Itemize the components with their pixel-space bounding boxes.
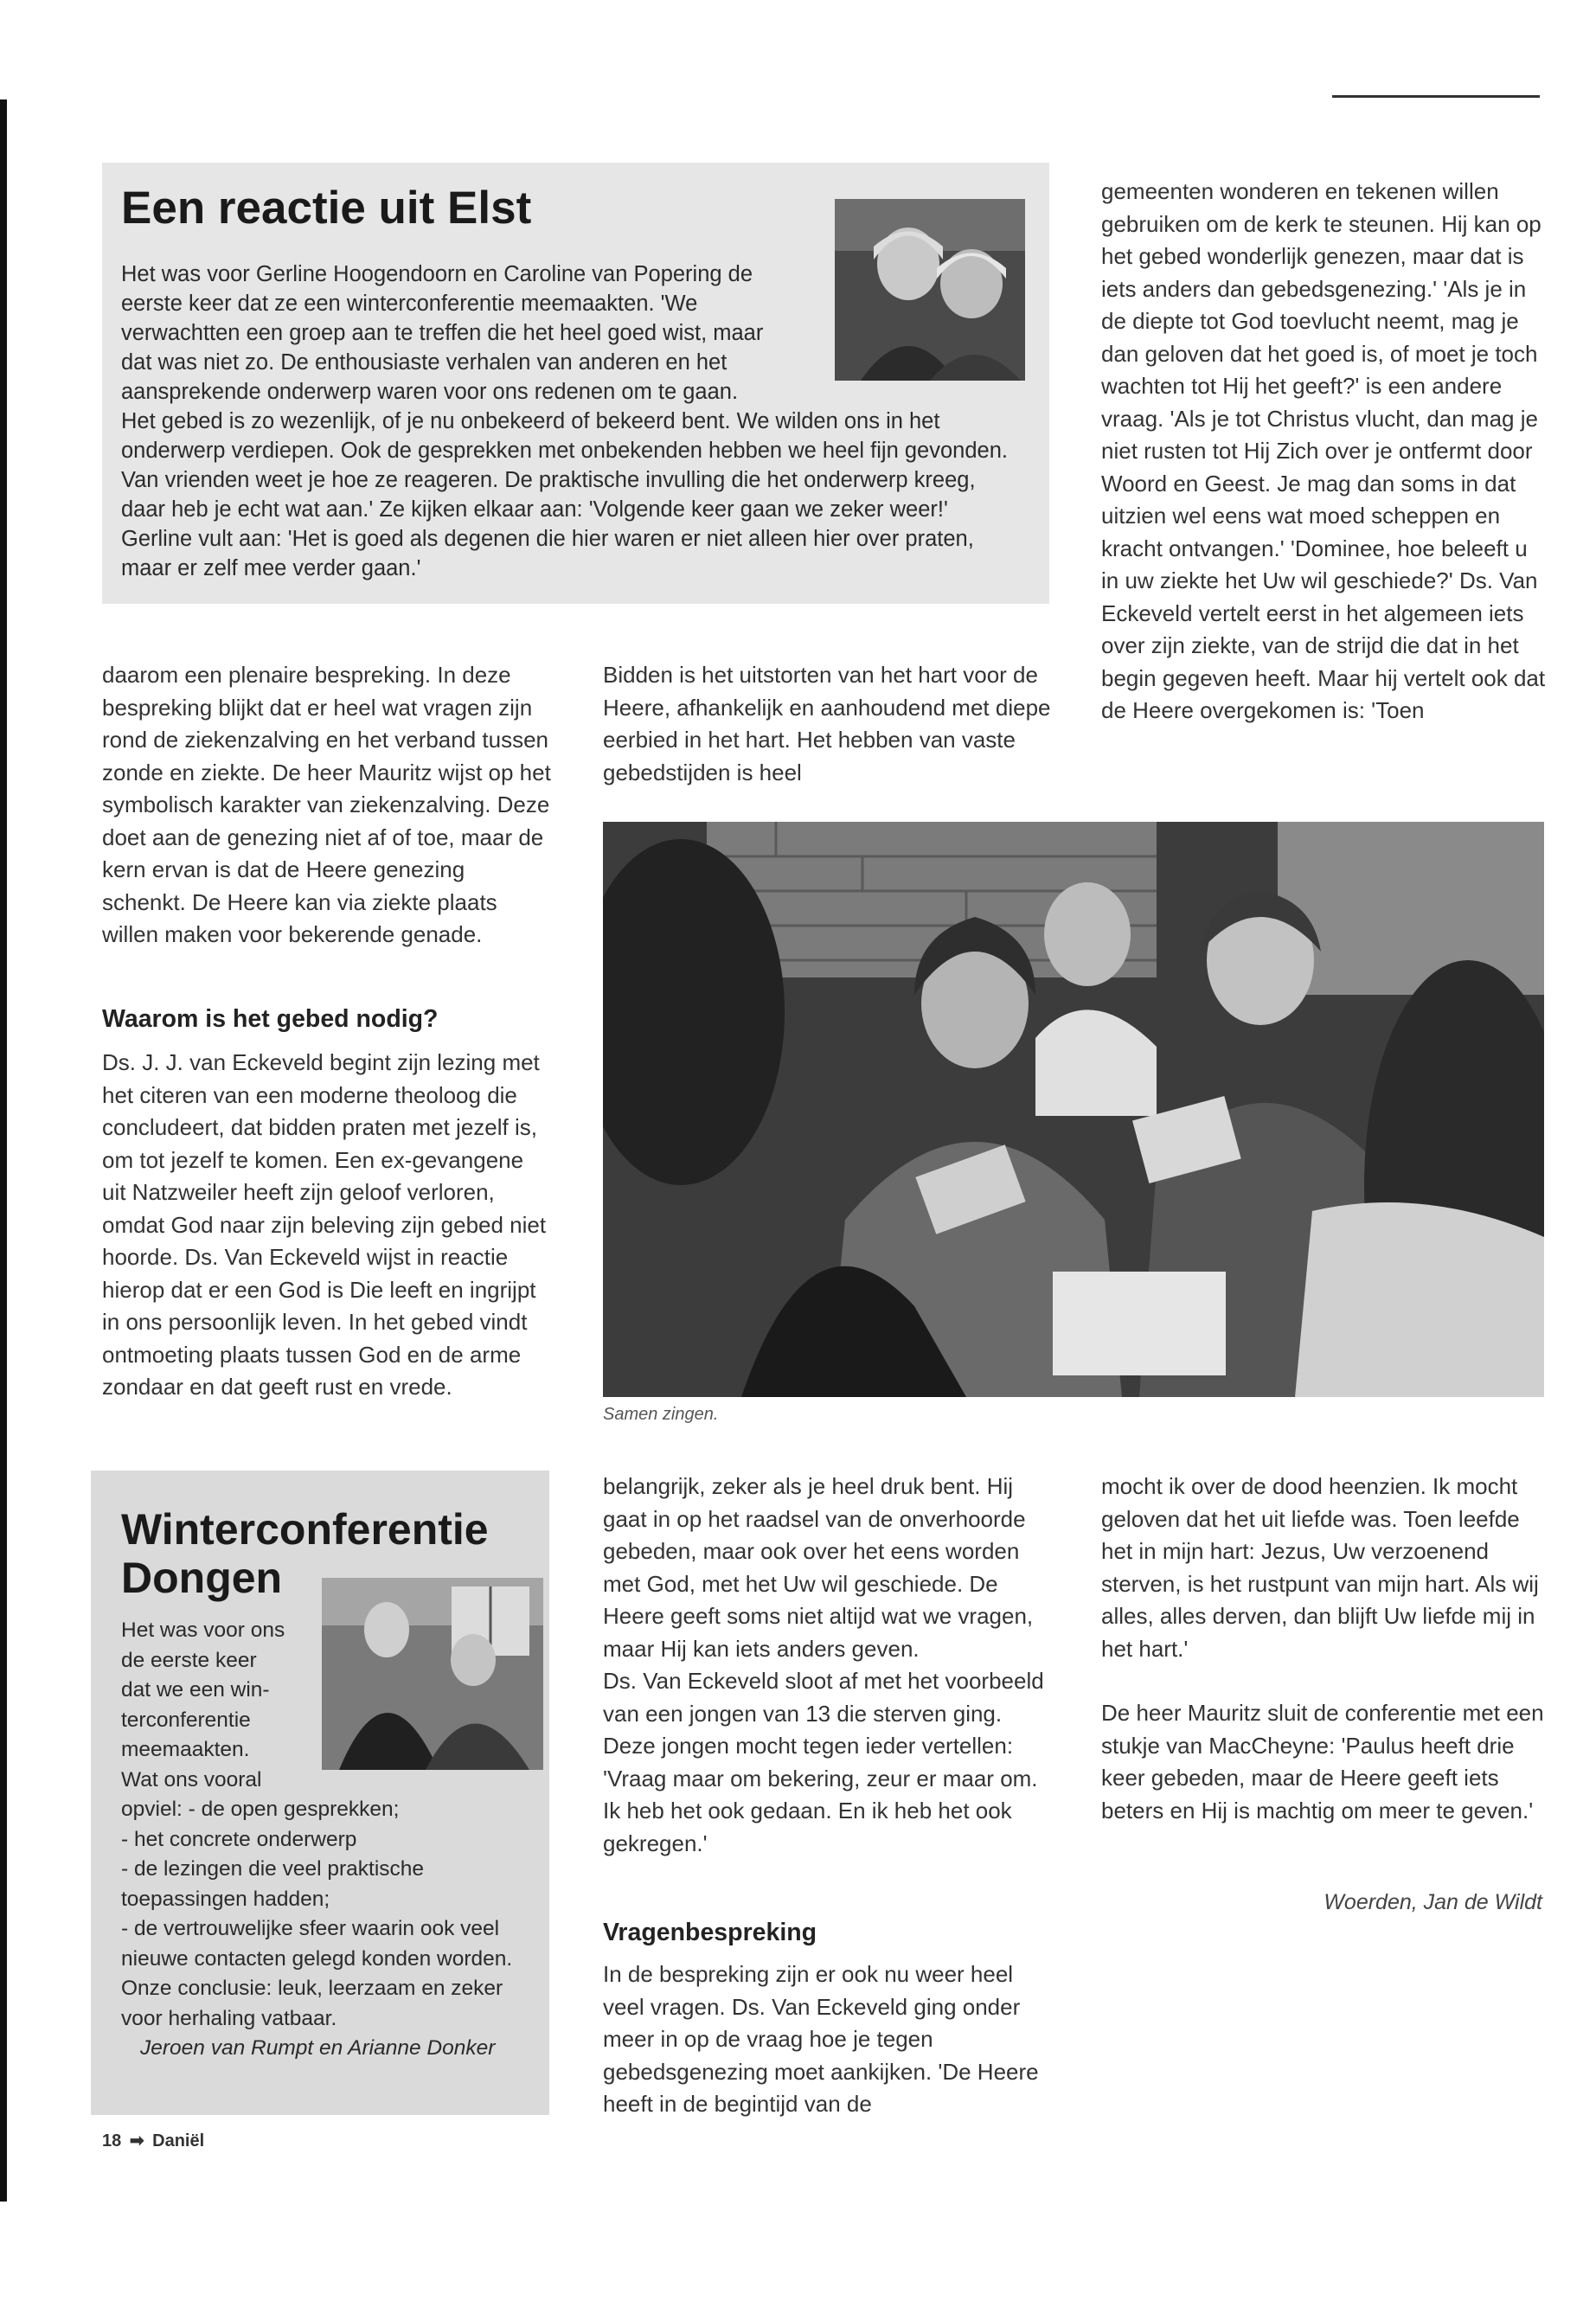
- column2-bottom-paragraph-1: belangrijk, zeker als je heel druk bent. Hij gaat in op het raadsel van de onverhoorde gebeden, maar ook over het eens worden met God, met het Uw wil geschiede. De Heere geeft soms niet altijd wat we vragen, maar Hij kan iets anders geven.: [603, 1473, 1034, 1662]
- column1-gebed-text: Ds. J. J. van Eckeveld begint zijn lezing met het citeren van een moderne theoloog die concludeert, dat bidden praten met jezelf is, om tot jezelf te komen. Een ex-gevangene uit Natzweiler heeft zijn geloof verloren, omdat God naar zijn beleving zijn gebed niet hoorde. Ds. Van Eckeveld wijst in reactie hierop dat er een God is Die leeft en ingrijpt in ons persoonlijk leven. In het gebed vindt ontmoeting plaats tussen God en de arme zondaar en dat geeft rust en vrede.: [102, 1049, 547, 1400]
- magazine-name: Daniël: [152, 2131, 205, 2150]
- column2-bottom-paragraph-2: Ds. Van Eckeveld sloot af met het voorbeeld van een jongen van 13 die sterven ging. Deze jongen mocht tegen ieder vertellen: 'Vraag maar om bekering, zeur er maar om. Ik heb het ook gedaan. En ik heb het ook gekregen.': [603, 1668, 1044, 1856]
- column3-bottom-paragraph-2: De heer Mauritz sluit de conferentie met een stukje van MacCheyne: 'Paulus heeft drie keer gebeden, maar de Heere geeft iets beters en Hij is machtig om meer te geven.': [1101, 1700, 1544, 1823]
- sidebar-dongen-intro: [121, 1616, 320, 1795]
- photo-caption: Samen zingen.: [603, 1405, 719, 1424]
- photo-samen-zingen-graphic: [603, 822, 1544, 1397]
- sidebar-dongen-intro-line: Het was voor ons: [121, 1618, 285, 1642]
- heading-vragenbespreking: Vragenbespreking: [603, 1919, 817, 1946]
- page-footer: [102, 2130, 204, 2151]
- photo-two-girls-graphic: [835, 199, 1025, 381]
- column2-bottom-block: [603, 1471, 1053, 1860]
- sidebar-dongen-title-line1: Winterconferentie: [121, 1505, 489, 1554]
- sidebar-dongen-signature: Jeroen van Rumpt en Arianne Donker: [140, 2036, 496, 2060]
- sidebar-dongen-item: opviel: - de open gesprekken;: [121, 1798, 400, 1821]
- column3-bottom-block: [1101, 1471, 1551, 1827]
- column3-bottom-paragraph-1: mocht ik over de dood heenzien. Ik mocht geloven dat het uit liefde was. Toen leefde het in mijn hart: Jezus, Uw verzoenend sterven, is het rustpunt van mijn hart. Als wij alles, alles derven, dan blijft Uw liefde mij in het hart.': [1101, 1473, 1539, 1662]
- page-number: 18: [102, 2131, 122, 2150]
- sidebar-dongen-list: [121, 1795, 541, 2064]
- sidebar-dongen-item: - de vertrouwelijke sfeer waarin ook veel nieuwe contacten gelegd konden worden.: [121, 1917, 513, 1971]
- sidebar-dongen-item: - het concrete onderwerp: [121, 1827, 357, 1851]
- sidebar-dongen-intro-line: terconferentie: [121, 1708, 251, 1732]
- sidebar-dongen-intro-line: Wat ons vooral: [121, 1767, 262, 1791]
- sidebar-dongen-conclusion: Onze conclusie: leuk, leerzaam en zeker voor herhaling vatbaar.: [121, 1977, 503, 2030]
- column2-intro-text: Bidden is het uitstorten van het hart voor de Heere, afhankelijk en aanhoudend met diepe eerbied in het hart. Het hebben van vaste gebedstijden is heel: [603, 662, 1051, 785]
- sidebar-elst-paragraph-1: Het was voor Gerline Hoogendoorn en Caroline van Popering de eerste keer dat ze een winterconferentie meemaakten. 'We verwachtten een groep aan te treffen die het heel goed wist, maar dat was niet zo. De enthousiaste verhalen van anderen en het aansprekende onderwerp waren voor ons redenen om te gaan.: [121, 262, 764, 404]
- page-edge-bar: [0, 99, 7, 2202]
- sidebar-dongen-intro-line: dat we een win-: [121, 1678, 270, 1702]
- sidebar-elst-title: Een reactie uit Elst: [121, 183, 532, 234]
- arrow-icon: ➡: [129, 2131, 144, 2150]
- photo-two-students: [322, 1578, 543, 1770]
- sidebar-dongen-title-line2: Dongen: [121, 1554, 283, 1602]
- photo-samen-zingen: [603, 822, 1544, 1397]
- header-rule: [1332, 95, 1540, 98]
- heading-gebed: Waarom is het gebed nodig?: [102, 1005, 439, 1033]
- sidebar-dongen-intro-line: meemaakten.: [121, 1738, 250, 1761]
- column1-intro-text: daarom een plenaire bespreking. In deze bespreking blijkt dat er heel wat vragen zijn rond de ziekenzalving en het verband tussen zonde en ziekte. De heer Mauritz wijst op het symbolisch karakter van ziekenzalving. Deze doet aan de genezing niet af of toe, maar de kern ervan is dat de Heere genezing schenkt. De Heere kan via ziekte plaats willen maken voor bekerende genade.: [102, 662, 551, 947]
- sidebar-dongen-item: - de lezingen die veel praktische toepassingen hadden;: [121, 1857, 425, 1911]
- photo-two-students-graphic: [322, 1578, 543, 1770]
- article-signature: Woerden, Jan de Wildt: [1324, 1890, 1542, 1914]
- sidebar-elst-paragraph-2: Het gebed is zo wezenlijk, of je nu onbekeerd of bekeerd bent. We wilden ons in het onderwerp verdiepen. Ook de gesprekken met onbekenden hebben we heel fijn gevonden. Van vrienden weet je hoe ze reageren. De praktische invulling die het onderwerp kreeg, daar heb je echt wat aan.' Ze kijken elkaar aan: 'Volgende keer gaan we zeker weer!' Gerline vult aan: 'Het is goed als degenen die hier waren er niet alleen hier over praten, maar er zelf mee verder gaan.': [121, 409, 1008, 580]
- column2-vragen-text: In de bespreking zijn er ook nu weer heel veel vragen. Ds. Van Eckeveld ging onder meer in op de vraag hoe je tegen gebedsgenezing moet aankijken. 'De Heere heeft in de begintijd van de: [603, 1961, 1039, 2117]
- photo-two-girls: [835, 199, 1025, 381]
- sidebar-dongen-intro-line: de eerste keer: [121, 1648, 257, 1672]
- column3-top-text: gemeenten wonderen en tekenen willen gebruiken om de kerk te steunen. Hij kan op het gebed wonderlijk genezen, maar dat is iets anders dan gebedsgenezing.' 'Als je in de diepte tot God toevlucht neemt, mag je dan geloven dat het goed is, of moet je toch wachten tot Hij het geeft?' is een andere vraag. 'Als je tot Christus vlucht, dan mag je niet rusten tot Hij Zich over je ontfermt door Woord en Geest. Je mag dan soms in dat uitzien wel eens wat moed scheppen en kracht ontvangen.' 'Dominee, hoe beleeft u in uw ziekte het Uw wil geschiede?' Ds. Van Eckeveld vertelt eerst in het algemeen iets over zijn ziekte, van de strijd die dat in het begin gegeven heeft. Maar hij vertelt ook dat de Heere overgekomen is: 'Toen: [1101, 178, 1546, 723]
